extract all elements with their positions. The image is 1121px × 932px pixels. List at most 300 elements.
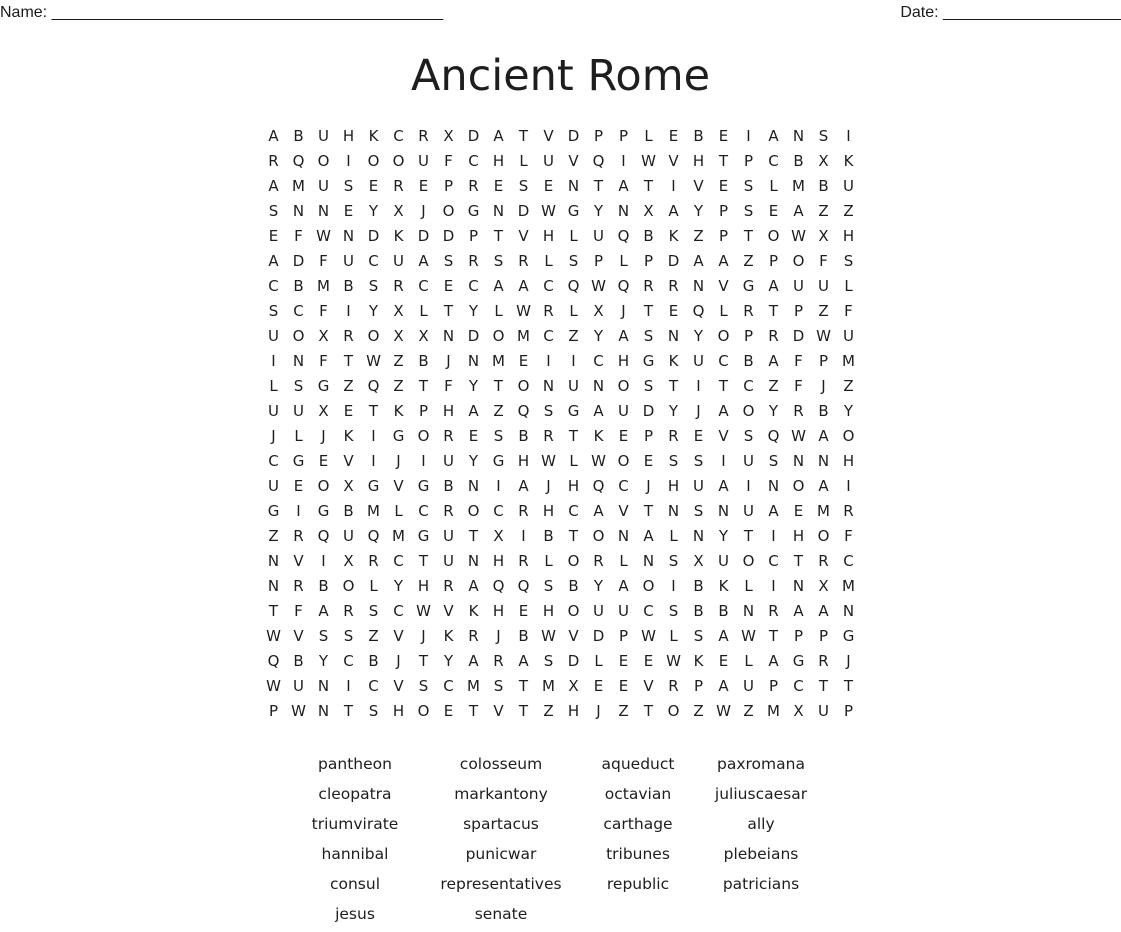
grid-cell[interactable]: J [621, 302, 626, 320]
grid-cell[interactable]: C [618, 477, 629, 495]
grid-cell[interactable]: H [492, 152, 505, 170]
grid-cell[interactable]: W [541, 627, 556, 645]
grid-cell[interactable]: M [842, 352, 855, 370]
grid-cell[interactable]: P [768, 252, 779, 270]
grid-cell[interactable]: P [843, 702, 854, 720]
grid-cell[interactable]: B [818, 177, 829, 195]
grid-cell[interactable]: E [618, 427, 629, 445]
grid-cell[interactable]: W [591, 277, 606, 295]
grid-cell[interactable]: C [643, 602, 654, 620]
grid-cell[interactable]: W [541, 202, 556, 220]
grid-cell[interactable]: B [693, 602, 704, 620]
grid-cell[interactable]: M [842, 577, 855, 595]
grid-cell[interactable]: K [368, 127, 379, 145]
grid-cell[interactable]: U [543, 152, 554, 170]
grid-cell[interactable]: Y [368, 202, 379, 220]
grid-cell[interactable]: L [769, 177, 778, 195]
grid-cell[interactable]: O [317, 477, 330, 495]
grid-cell[interactable]: I [521, 527, 526, 545]
grid-cell[interactable]: F [794, 377, 803, 395]
grid-cell[interactable]: O [792, 252, 805, 270]
grid-cell[interactable]: I [496, 477, 501, 495]
grid-cell[interactable]: I [321, 552, 326, 570]
grid-cell[interactable]: D [442, 227, 455, 245]
grid-cell[interactable]: Q [692, 302, 705, 320]
grid-cell[interactable]: L [569, 452, 578, 470]
grid-cell[interactable]: L [619, 252, 628, 270]
grid-cell[interactable]: K [443, 627, 454, 645]
grid-cell[interactable]: C [368, 252, 379, 270]
grid-cell[interactable]: P [643, 252, 654, 270]
grid-cell[interactable]: V [718, 277, 729, 295]
grid-cell[interactable]: R [293, 527, 304, 545]
grid-cell[interactable]: F [844, 302, 853, 320]
grid-cell[interactable]: B [793, 152, 804, 170]
grid-cell[interactable]: X [493, 527, 504, 545]
grid-cell[interactable]: J [646, 477, 651, 495]
grid-cell[interactable]: B [693, 127, 704, 145]
grid-cell[interactable]: C [393, 602, 404, 620]
grid-cell[interactable]: M [817, 502, 830, 520]
grid-cell[interactable]: V [568, 627, 579, 645]
grid-cell[interactable]: R [293, 577, 304, 595]
grid-cell[interactable]: B [568, 577, 579, 595]
grid-cell[interactable]: N [317, 202, 330, 220]
grid-cell[interactable]: T [743, 527, 754, 545]
grid-cell[interactable]: T [743, 227, 754, 245]
grid-cell[interactable]: K [343, 427, 354, 445]
grid-cell[interactable]: I [346, 677, 351, 695]
grid-cell[interactable]: P [818, 352, 829, 370]
grid-cell[interactable]: J [546, 477, 551, 495]
grid-cell[interactable]: O [642, 577, 655, 595]
grid-cell[interactable]: I [771, 527, 776, 545]
grid-cell[interactable]: A [818, 602, 829, 620]
grid-cell[interactable]: O [367, 327, 380, 345]
grid-cell[interactable]: S [543, 577, 554, 595]
grid-cell[interactable]: R [843, 502, 854, 520]
grid-cell[interactable]: P [593, 127, 604, 145]
grid-cell[interactable]: N [642, 552, 655, 570]
grid-cell[interactable]: U [568, 377, 579, 395]
grid-cell[interactable]: P [618, 627, 629, 645]
grid-cell[interactable]: N [442, 327, 455, 345]
grid-cell[interactable]: K [593, 427, 604, 445]
grid-cell[interactable]: G [567, 202, 580, 220]
grid-cell[interactable]: B [418, 352, 429, 370]
grid-cell[interactable]: R [668, 677, 679, 695]
grid-cell[interactable]: R [468, 627, 479, 645]
grid-cell[interactable]: T [418, 377, 429, 395]
grid-cell[interactable]: Z [343, 377, 354, 395]
grid-cell[interactable]: Z [568, 327, 579, 345]
grid-cell[interactable]: S [293, 377, 304, 395]
grid-cell[interactable]: U [743, 677, 754, 695]
grid-cell[interactable]: Z [843, 377, 854, 395]
grid-cell[interactable]: S [318, 627, 329, 645]
grid-cell[interactable]: I [421, 452, 426, 470]
grid-cell[interactable]: S [493, 427, 504, 445]
grid-cell[interactable]: C [543, 277, 554, 295]
grid-cell[interactable]: W [291, 702, 306, 720]
grid-cell[interactable]: K [718, 577, 729, 595]
grid-cell[interactable]: T [468, 702, 479, 720]
grid-cell[interactable]: Z [493, 402, 504, 420]
grid-cell[interactable]: U [443, 452, 454, 470]
grid-cell[interactable]: U [318, 177, 329, 195]
grid-cell[interactable]: B [368, 652, 379, 670]
grid-cell[interactable]: S [343, 177, 354, 195]
grid-cell[interactable]: U [443, 527, 454, 545]
grid-cell[interactable]: A [493, 127, 504, 145]
grid-cell[interactable]: L [294, 427, 303, 445]
grid-cell[interactable]: X [818, 227, 829, 245]
grid-cell[interactable]: I [771, 577, 776, 595]
grid-cell[interactable]: B [543, 527, 554, 545]
grid-cell[interactable]: N [292, 202, 305, 220]
grid-cell[interactable]: Z [268, 527, 279, 545]
grid-cell[interactable]: I [621, 152, 626, 170]
grid-cell[interactable]: A [693, 252, 704, 270]
grid-cell[interactable]: A [518, 652, 529, 670]
grid-cell[interactable]: R [518, 552, 529, 570]
grid-cell[interactable]: F [844, 527, 853, 545]
grid-cell[interactable]: P [593, 252, 604, 270]
grid-cell[interactable]: B [293, 277, 304, 295]
grid-cell[interactable]: S [693, 502, 704, 520]
grid-cell[interactable]: M [292, 177, 305, 195]
grid-cell[interactable]: O [567, 552, 580, 570]
grid-cell[interactable]: N [317, 677, 330, 695]
grid-cell[interactable]: Q [317, 527, 330, 545]
grid-cell[interactable]: A [618, 177, 629, 195]
grid-cell[interactable]: A [768, 127, 779, 145]
grid-cell[interactable]: C [268, 452, 279, 470]
grid-cell[interactable]: Y [668, 402, 679, 420]
grid-cell[interactable]: V [293, 552, 304, 570]
grid-cell[interactable]: D [592, 627, 605, 645]
grid-cell[interactable]: E [593, 677, 604, 695]
grid-cell[interactable]: O [367, 152, 380, 170]
grid-cell[interactable]: S [518, 177, 529, 195]
grid-cell[interactable]: R [393, 277, 404, 295]
grid-cell[interactable]: C [418, 502, 429, 520]
grid-cell[interactable]: B [718, 602, 729, 620]
grid-cell[interactable]: N [792, 452, 805, 470]
grid-cell[interactable]: Y [693, 202, 704, 220]
grid-cell[interactable]: J [321, 427, 326, 445]
grid-cell[interactable]: E [318, 452, 329, 470]
grid-cell[interactable]: X [568, 677, 579, 695]
grid-cell[interactable]: B [643, 227, 654, 245]
grid-cell[interactable]: T [368, 402, 379, 420]
grid-cell[interactable]: S [743, 427, 754, 445]
grid-cell[interactable]: F [444, 152, 453, 170]
grid-cell[interactable]: X [318, 402, 329, 420]
grid-cell[interactable]: O [517, 377, 530, 395]
grid-cell[interactable]: U [793, 277, 804, 295]
grid-cell[interactable]: R [393, 177, 404, 195]
grid-cell[interactable]: T [518, 127, 529, 145]
grid-cell[interactable]: I [371, 427, 376, 445]
grid-cell[interactable]: R [518, 502, 529, 520]
grid-cell[interactable]: S [493, 677, 504, 695]
grid-cell[interactable]: U [743, 502, 754, 520]
grid-cell[interactable]: R [368, 552, 379, 570]
grid-cell[interactable]: J [271, 427, 276, 445]
grid-cell[interactable]: G [367, 477, 380, 495]
grid-cell[interactable]: R [443, 577, 454, 595]
grid-cell[interactable]: O [492, 327, 505, 345]
grid-cell[interactable]: D [567, 652, 580, 670]
grid-cell[interactable]: L [844, 277, 853, 295]
grid-cell[interactable]: X [343, 552, 354, 570]
grid-cell[interactable]: Y [718, 527, 729, 545]
grid-cell[interactable]: U [268, 477, 279, 495]
grid-cell[interactable]: G [742, 277, 755, 295]
date-field[interactable]: Date: ____________________ [900, 4, 1121, 21]
grid-cell[interactable]: A [768, 652, 779, 670]
grid-cell[interactable]: D [417, 227, 430, 245]
grid-cell[interactable]: Q [292, 152, 305, 170]
grid-cell[interactable]: Q [367, 377, 380, 395]
grid-cell[interactable]: S [743, 202, 754, 220]
grid-cell[interactable]: X [418, 327, 429, 345]
grid-cell[interactable]: H [342, 127, 355, 145]
grid-cell[interactable]: A [468, 402, 479, 420]
grid-cell[interactable]: G [567, 402, 580, 420]
grid-cell[interactable]: J [596, 702, 601, 720]
grid-cell[interactable]: N [542, 377, 555, 395]
grid-cell[interactable]: N [792, 127, 805, 145]
grid-cell[interactable]: A [268, 177, 279, 195]
grid-cell[interactable]: H [392, 702, 405, 720]
grid-cell[interactable]: T [343, 352, 354, 370]
grid-cell[interactable]: S [768, 452, 779, 470]
grid-cell[interactable]: X [393, 202, 404, 220]
grid-cell[interactable]: S [643, 377, 654, 395]
grid-cell[interactable]: I [346, 152, 351, 170]
name-field[interactable]: Name: ____________________________________________ [0, 4, 444, 21]
grid-cell[interactable]: L [544, 552, 553, 570]
grid-cell[interactable]: B [743, 352, 754, 370]
grid-cell[interactable]: S [568, 252, 579, 270]
grid-cell[interactable]: X [693, 552, 704, 570]
grid-cell[interactable]: U [443, 552, 454, 570]
grid-cell[interactable]: O [742, 552, 755, 570]
grid-cell[interactable]: U [318, 127, 329, 145]
grid-cell[interactable]: M [467, 677, 480, 695]
grid-cell[interactable]: W [791, 227, 806, 245]
grid-cell[interactable]: P [618, 127, 629, 145]
grid-cell[interactable]: S [493, 252, 504, 270]
grid-cell[interactable]: N [842, 602, 855, 620]
grid-cell[interactable]: A [418, 252, 429, 270]
grid-cell[interactable]: B [318, 577, 329, 595]
grid-cell[interactable]: A [818, 427, 829, 445]
grid-cell[interactable]: E [518, 602, 529, 620]
grid-cell[interactable]: E [493, 177, 504, 195]
grid-cell[interactable]: I [371, 452, 376, 470]
grid-cell[interactable]: J [396, 452, 401, 470]
grid-cell[interactable]: Q [617, 227, 630, 245]
grid-cell[interactable]: F [319, 352, 328, 370]
grid-cell[interactable]: V [543, 127, 554, 145]
grid-cell[interactable]: F [319, 302, 328, 320]
grid-cell[interactable]: E [718, 177, 729, 195]
grid-cell[interactable]: S [693, 627, 704, 645]
grid-cell[interactable]: C [593, 352, 604, 370]
grid-cell[interactable]: T [493, 377, 504, 395]
grid-cell[interactable]: I [346, 302, 351, 320]
grid-cell[interactable]: O [617, 377, 630, 395]
grid-cell[interactable]: E [418, 177, 429, 195]
grid-cell[interactable]: I [296, 502, 301, 520]
grid-cell[interactable]: R [818, 552, 829, 570]
grid-cell[interactable]: I [571, 352, 576, 370]
grid-cell[interactable]: A [793, 602, 804, 620]
grid-cell[interactable]: N [342, 227, 355, 245]
grid-cell[interactable]: N [792, 577, 805, 595]
grid-cell[interactable]: T [718, 377, 729, 395]
grid-cell[interactable]: G [417, 527, 430, 545]
grid-cell[interactable]: A [318, 602, 329, 620]
grid-cell[interactable]: I [671, 177, 676, 195]
grid-cell[interactable]: P [718, 202, 729, 220]
grid-cell[interactable]: R [343, 327, 354, 345]
grid-cell[interactable]: H [667, 477, 680, 495]
grid-cell[interactable]: S [743, 177, 754, 195]
grid-cell[interactable]: M [542, 677, 555, 695]
grid-cell[interactable]: H [842, 452, 855, 470]
grid-cell[interactable]: G [842, 627, 855, 645]
grid-cell[interactable]: I [271, 352, 276, 370]
grid-cell[interactable]: V [443, 602, 454, 620]
grid-cell[interactable]: N [567, 177, 580, 195]
grid-cell[interactable]: C [843, 552, 854, 570]
grid-cell[interactable]: E [693, 427, 704, 445]
grid-cell[interactable]: A [268, 252, 279, 270]
grid-cell[interactable]: Z [393, 377, 404, 395]
grid-cell[interactable]: S [268, 202, 279, 220]
grid-cell[interactable]: E [768, 202, 779, 220]
grid-cell[interactable]: E [643, 452, 654, 470]
grid-cell[interactable]: I [696, 377, 701, 395]
grid-cell[interactable]: J [421, 627, 426, 645]
grid-cell[interactable]: Y [318, 652, 329, 670]
grid-cell[interactable]: O [467, 502, 480, 520]
grid-cell[interactable]: S [343, 627, 354, 645]
grid-cell[interactable]: I [721, 452, 726, 470]
grid-cell[interactable]: R [768, 327, 779, 345]
grid-cell[interactable]: T [568, 527, 579, 545]
grid-cell[interactable]: W [266, 627, 281, 645]
grid-cell[interactable]: J [696, 402, 701, 420]
grid-cell[interactable]: Q [567, 277, 580, 295]
grid-cell[interactable]: U [418, 152, 429, 170]
grid-cell[interactable]: P [693, 677, 704, 695]
grid-cell[interactable]: U [293, 677, 304, 695]
grid-cell[interactable]: Y [393, 577, 404, 595]
grid-cell[interactable]: A [468, 577, 479, 595]
grid-cell[interactable]: N [592, 377, 605, 395]
grid-cell[interactable]: O [767, 227, 780, 245]
grid-cell[interactable]: S [368, 602, 379, 620]
grid-cell[interactable]: G [417, 477, 430, 495]
grid-cell[interactable]: P [743, 327, 754, 345]
grid-cell[interactable]: I [546, 352, 551, 370]
grid-cell[interactable]: L [419, 302, 428, 320]
grid-cell[interactable]: G [317, 502, 330, 520]
grid-cell[interactable]: X [643, 202, 654, 220]
grid-cell[interactable]: A [793, 202, 804, 220]
grid-cell[interactable]: N [292, 352, 305, 370]
grid-cell[interactable]: C [393, 127, 404, 145]
grid-cell[interactable]: M [317, 277, 330, 295]
grid-cell[interactable]: V [693, 177, 704, 195]
grid-cell[interactable]: X [443, 127, 454, 145]
grid-cell[interactable]: R [443, 427, 454, 445]
grid-cell[interactable]: T [668, 377, 679, 395]
grid-cell[interactable]: R [493, 652, 504, 670]
grid-cell[interactable]: V [568, 152, 579, 170]
grid-cell[interactable]: S [818, 127, 829, 145]
grid-cell[interactable]: L [544, 252, 553, 270]
grid-cell[interactable]: D [292, 252, 305, 270]
grid-cell[interactable]: Z [393, 352, 404, 370]
grid-cell[interactable]: A [718, 677, 729, 695]
grid-cell[interactable]: F [794, 352, 803, 370]
grid-cell[interactable]: E [543, 177, 554, 195]
grid-cell[interactable]: W [541, 452, 556, 470]
grid-cell[interactable]: T [818, 677, 829, 695]
grid-cell[interactable]: V [643, 677, 654, 695]
grid-cell[interactable]: C [468, 277, 479, 295]
grid-cell[interactable]: X [818, 577, 829, 595]
grid-cell[interactable]: R [543, 302, 554, 320]
grid-cell[interactable]: B [818, 402, 829, 420]
grid-cell[interactable]: Y [843, 402, 854, 420]
grid-cell[interactable]: L [669, 627, 678, 645]
grid-cell[interactable]: U [618, 402, 629, 420]
grid-cell[interactable]: L [719, 302, 728, 320]
grid-cell[interactable]: J [396, 652, 401, 670]
grid-cell[interactable]: T [768, 627, 779, 645]
grid-cell[interactable]: T [643, 702, 654, 720]
grid-cell[interactable]: V [343, 452, 354, 470]
grid-cell[interactable]: O [342, 577, 355, 595]
grid-cell[interactable]: L [644, 127, 653, 145]
grid-cell[interactable]: H [792, 527, 805, 545]
grid-cell[interactable]: G [467, 202, 480, 220]
grid-cell[interactable]: N [267, 577, 280, 595]
grid-cell[interactable]: N [492, 202, 505, 220]
grid-cell[interactable]: V [293, 627, 304, 645]
grid-cell[interactable]: R [343, 602, 354, 620]
grid-cell[interactable]: F [294, 602, 303, 620]
grid-cell[interactable]: A [718, 477, 729, 495]
grid-cell[interactable]: R [543, 427, 554, 445]
grid-cell[interactable]: N [742, 602, 755, 620]
grid-cell[interactable]: B [518, 427, 529, 445]
grid-cell[interactable]: S [693, 452, 704, 470]
grid-cell[interactable]: A [768, 352, 779, 370]
grid-cell[interactable]: Z [768, 377, 779, 395]
grid-cell[interactable]: U [593, 602, 604, 620]
grid-cell[interactable]: W [791, 427, 806, 445]
grid-cell[interactable]: L [569, 227, 578, 245]
grid-cell[interactable]: M [392, 527, 405, 545]
